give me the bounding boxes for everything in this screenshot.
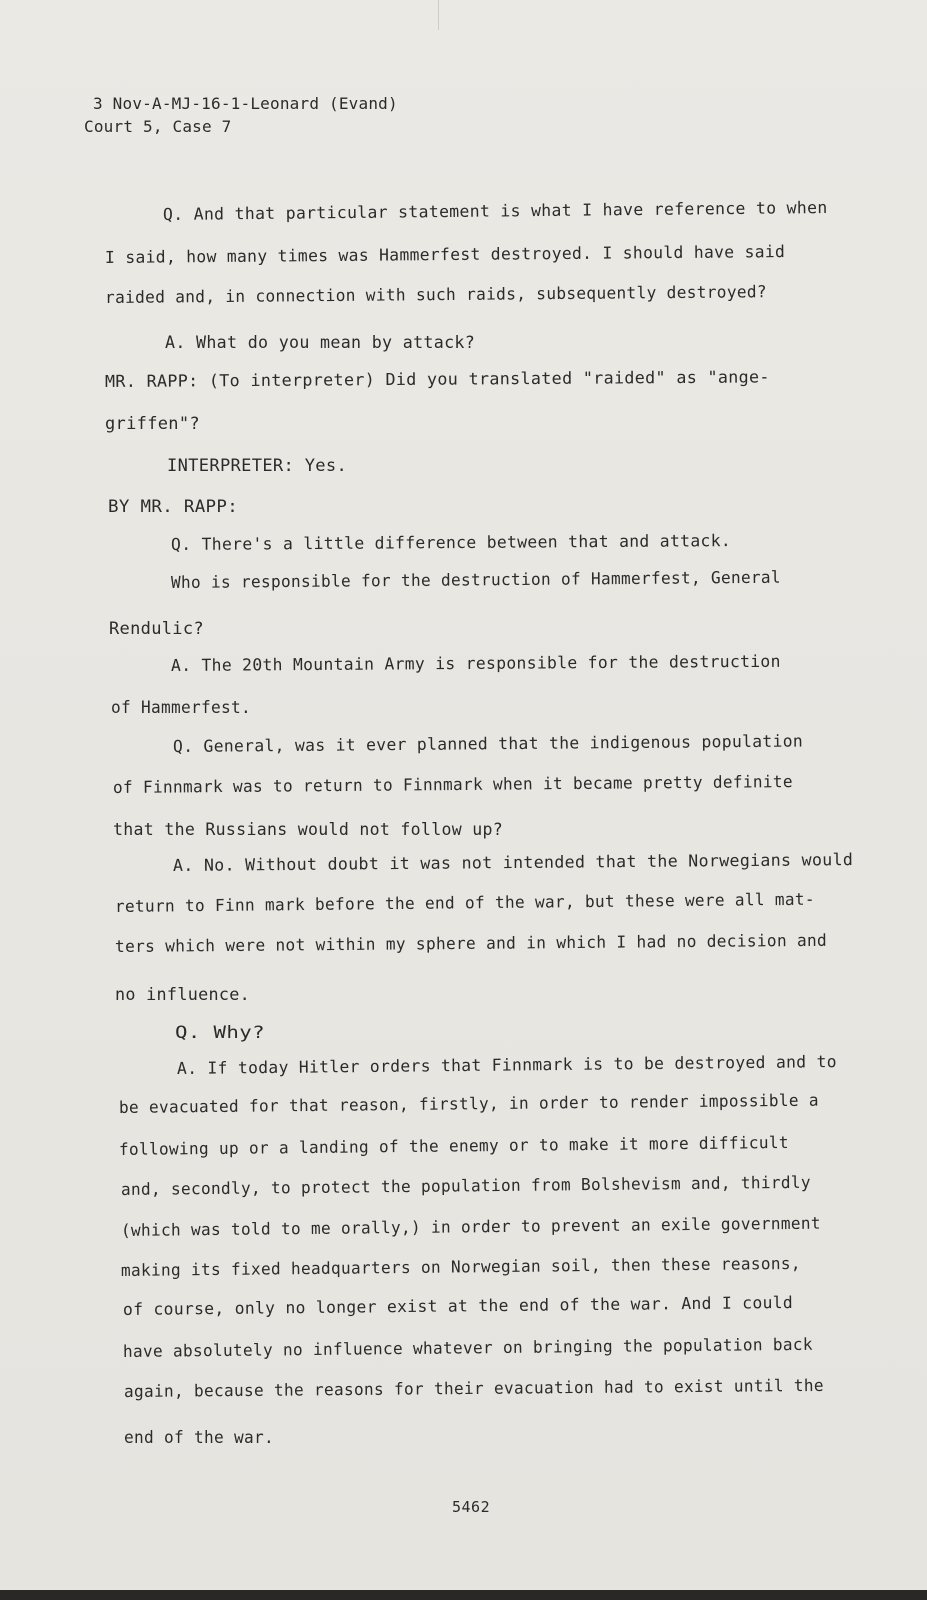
transcript-line: end of the war. [124,1428,274,1447]
transcript-line: BY MR. RAPP: [108,497,239,516]
transcript-line: Who is responsible for the destruction of Hammerfest, General [170,567,781,592]
header-line-2: Court 5, Case 7 [84,117,232,136]
transcript-line: raided and, in connection with such raids, subsequently destroyed? [104,282,767,307]
transcript-line: again, because the reasons for their evacuation had to exist until the [123,1375,824,1401]
transcript-line: MR. RAPP: (To interpreter) Did you translated "raided" as "ange- [104,367,770,391]
transcript-line: and, secondly, to protect the population from Bolshevism and, thirdly [120,1172,811,1199]
document-header [84,92,398,138]
transcript-line: of Hammerfest. [111,698,251,717]
transcript-line: A. No. Without doubt it was not intended that the Norwegians would [172,850,854,875]
transcript-line: making its fixed headquarters on Norwegian soil, then these reasons, [120,1253,801,1280]
scan-edge [0,1590,927,1600]
transcript-line: Q. There's a little difference between that and attack. [170,531,732,554]
transcript-line: (which was told to me orally,) in order to prevent an exile government [120,1213,821,1240]
transcript-line: Q. And that particular statement is what I have reference to when [162,198,828,224]
paper-fold-mark [438,0,439,30]
transcript-line: no influence. [115,985,251,1004]
transcript-line: of course, only no longer exist at the end of the war. And I could [122,1292,794,1319]
transcript-line: have absolutely no influence whatever on bringing the population back [122,1334,813,1361]
transcript-line: INTERPRETER: Yes. [167,456,348,475]
transcript-line: return to Finn mark before the end of the war, but these were all mat- [114,889,815,916]
transcript-line: A. What do you mean by attack? [165,333,476,352]
transcript-line: ters which were not within my sphere and in which I had no decision and [114,930,828,956]
transcript-line: of Finnmark was to return to Finnmark when it became pretty definite [112,772,793,797]
transcript-line: I said, how many times was Hammerfest destroyed. I should have said [104,242,786,267]
transcript-line: griffen"? [105,414,200,433]
transcript-line: Q. Why? [175,1023,265,1042]
transcript-line: following up or a landing of the enemy or to make it more difficult [118,1132,789,1159]
transcript-line: A. The 20th Mountain Army is responsible for the destruction [170,651,781,675]
transcript-line: Rendulic? [109,619,204,638]
transcript-line: be evacuated for that reason, firstly, in order to render impossible a [118,1090,819,1117]
transcript-line: A. If today Hitler orders that Finnmark is to be destroyed and to [176,1052,837,1078]
transcript-line: that the Russians would not follow up? [113,820,504,839]
page-number: 5462 [452,1498,491,1516]
transcript-line: Q. General, was it ever planned that the indigenous population [172,731,804,756]
header-line-1: 3 Nov-A-MJ-16-1-Leonard (Evand) [93,94,398,113]
